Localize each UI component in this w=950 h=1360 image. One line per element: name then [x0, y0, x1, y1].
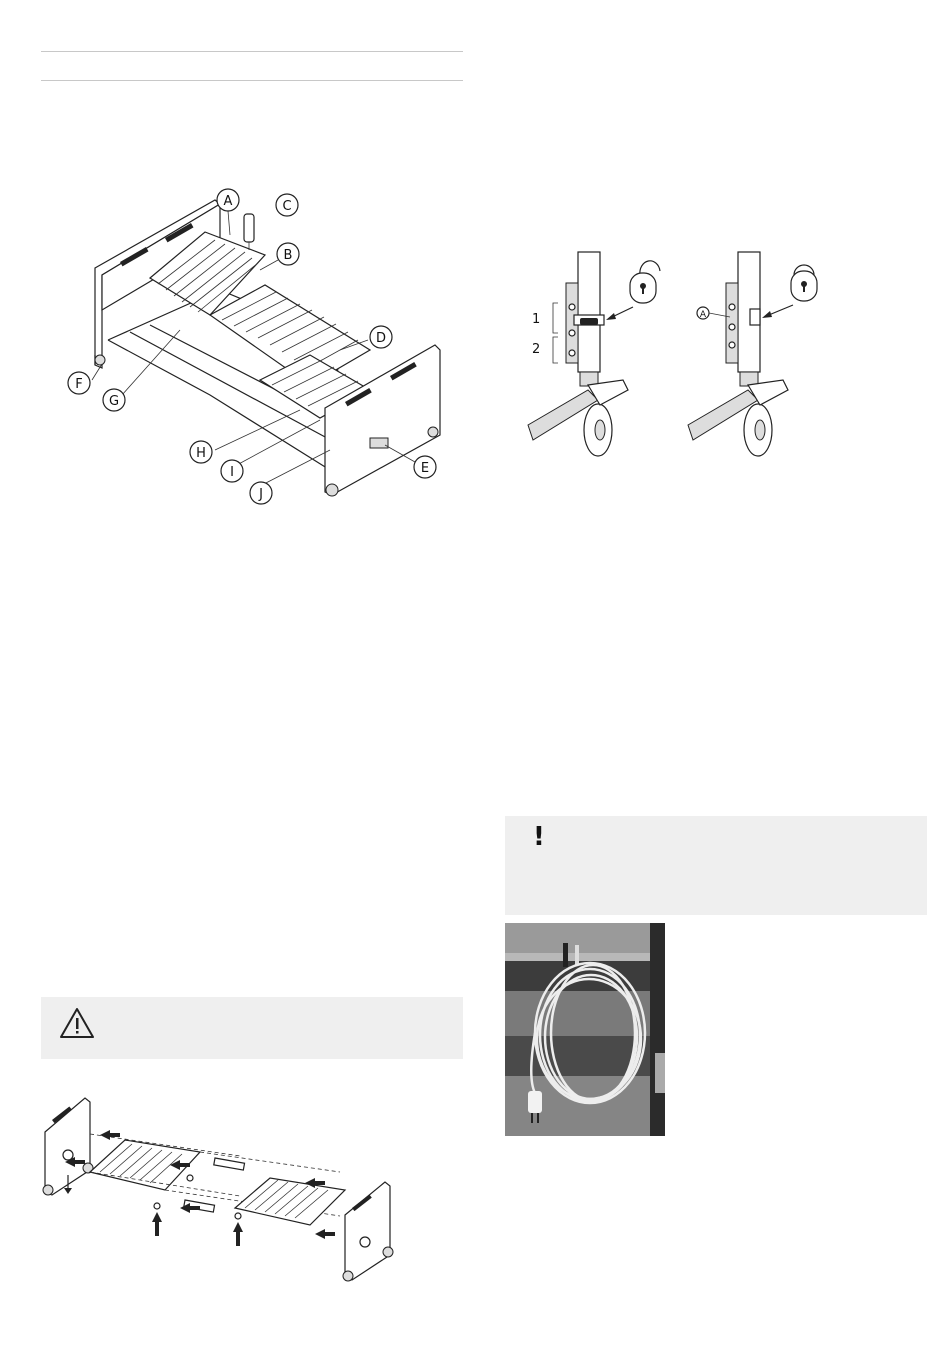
- svg-text:A: A: [223, 194, 233, 209]
- position-1-label: 1: [532, 312, 541, 327]
- callout-F: [68, 372, 90, 394]
- callout-D: [370, 326, 392, 348]
- svg-text:J: J: [259, 487, 263, 502]
- bed-disassembly-illustration: [40, 1090, 400, 1290]
- header-rule-top: [41, 51, 463, 52]
- lock-callout-A: [697, 307, 730, 320]
- svg-text:E: E: [420, 461, 430, 476]
- exclamation-icon: !: [533, 822, 545, 852]
- castor-lock-illustration: [528, 245, 848, 465]
- callout-I: [221, 460, 243, 482]
- warning-triangle-icon: [59, 1007, 95, 1039]
- bed-overview-illustration: [40, 180, 490, 510]
- callout-C: [276, 194, 298, 216]
- svg-text:C: C: [282, 199, 292, 214]
- svg-text:D: D: [375, 331, 387, 346]
- callout-H: [190, 441, 212, 463]
- warning-box: [41, 997, 463, 1059]
- notice-box: [505, 816, 927, 915]
- position-2-label: 2: [532, 342, 541, 357]
- callout-J: [250, 482, 272, 504]
- svg-text:A: A: [699, 310, 707, 320]
- cable-hook-photo: [505, 923, 665, 1136]
- callout-E: [414, 456, 436, 478]
- svg-text:B: B: [283, 248, 293, 263]
- svg-text:F: F: [75, 377, 83, 392]
- padlock-open-icon: [630, 261, 660, 303]
- padlock-closed-icon: [791, 265, 817, 301]
- callout-A: [217, 189, 239, 211]
- header-rule-bottom: [41, 80, 463, 81]
- svg-text:I: I: [230, 465, 234, 480]
- svg-text:G: G: [108, 394, 120, 409]
- callout-G: [103, 389, 125, 411]
- svg-text:H: H: [196, 446, 206, 461]
- callout-B: [277, 243, 299, 265]
